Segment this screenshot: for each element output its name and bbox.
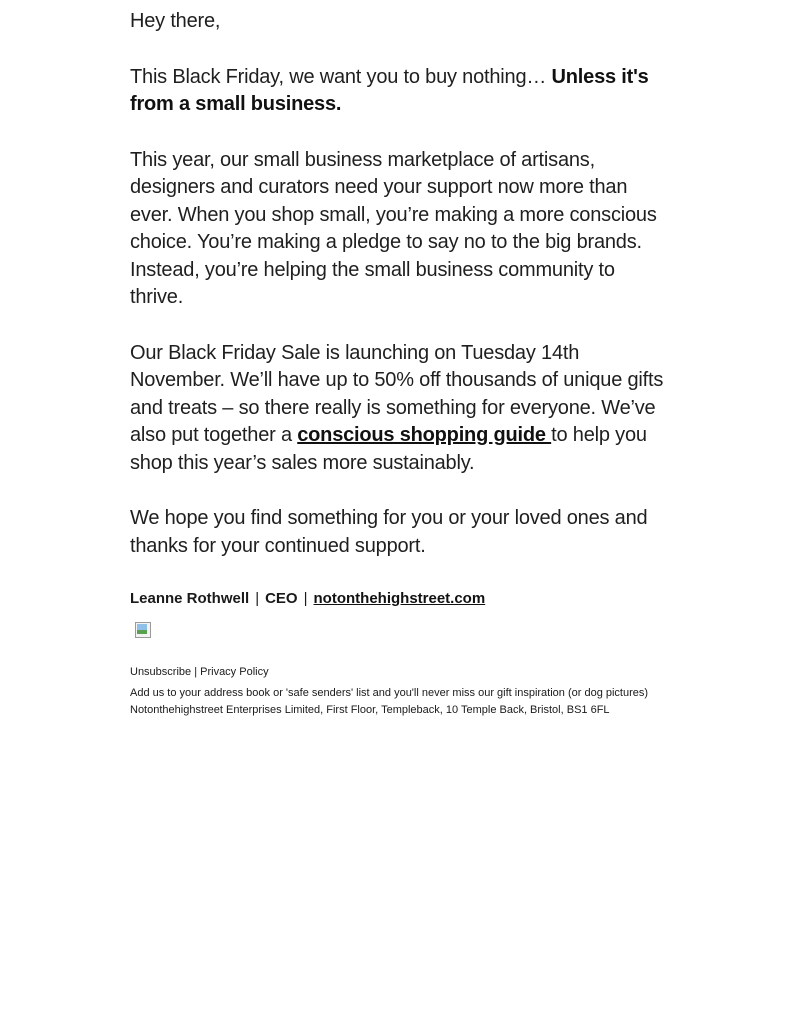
greeting: Hey there, [130,10,221,32]
unsubscribe-link[interactable]: Unsubscribe [130,666,192,678]
closing-paragraph: We hope you find something for you or your loved ones and thanks for your continued support. [130,507,648,557]
body-paragraph: This year, our small business marketplace of artisans, designers and curators need your support now more than ever. When you shop small, you’re making a more conscious choice. You’re making a pledge to say no to the big brands. Instead, you’re helping the small business community to thrive. [130,148,657,308]
company-address: Notonthehighstreet Enterprises Limited, First Floor, Templeback, 10 Temple Back, Bristol, BS1 6FL [130,704,610,716]
intro-paragraph [130,64,670,119]
sale-paragraph [130,340,670,478]
intro-text: This Black Friday, we want you to buy nothing… [130,65,552,88]
intro-bold-text: Unless it's from a small business. [130,65,649,115]
signature [130,588,670,610]
email-body [130,8,670,719]
broken-image-icon [135,622,151,638]
signature-separator: | [303,590,308,607]
conscious-shopping-guide-link[interactable]: conscious shopping guide [297,424,552,446]
website-link[interactable]: notonthehighstreet.com [313,590,486,607]
privacy-policy-link[interactable]: Privacy Policy [200,666,269,678]
footer-divider: | [194,666,198,678]
email-footer [130,664,670,719]
footer-links [130,664,670,681]
safe-senders-note: Add us to your address book or 'safe senders' list and you'll never miss our gift inspiration (or dog pictures) [130,687,649,699]
signature-role: CEO [265,590,298,607]
signature-name: Leanne Rothwell [130,590,250,607]
signature-separator: | [255,590,260,607]
sale-text-after: to help you shop this year’s sales more sustainably. [130,424,647,474]
sale-text-before: Our Black Friday Sale is launching on Tuesday 14th November. We’ll have up to 50% off thousands of unique gifts and treats – so there really is something for everyone. We’ve also put together a [130,341,664,446]
